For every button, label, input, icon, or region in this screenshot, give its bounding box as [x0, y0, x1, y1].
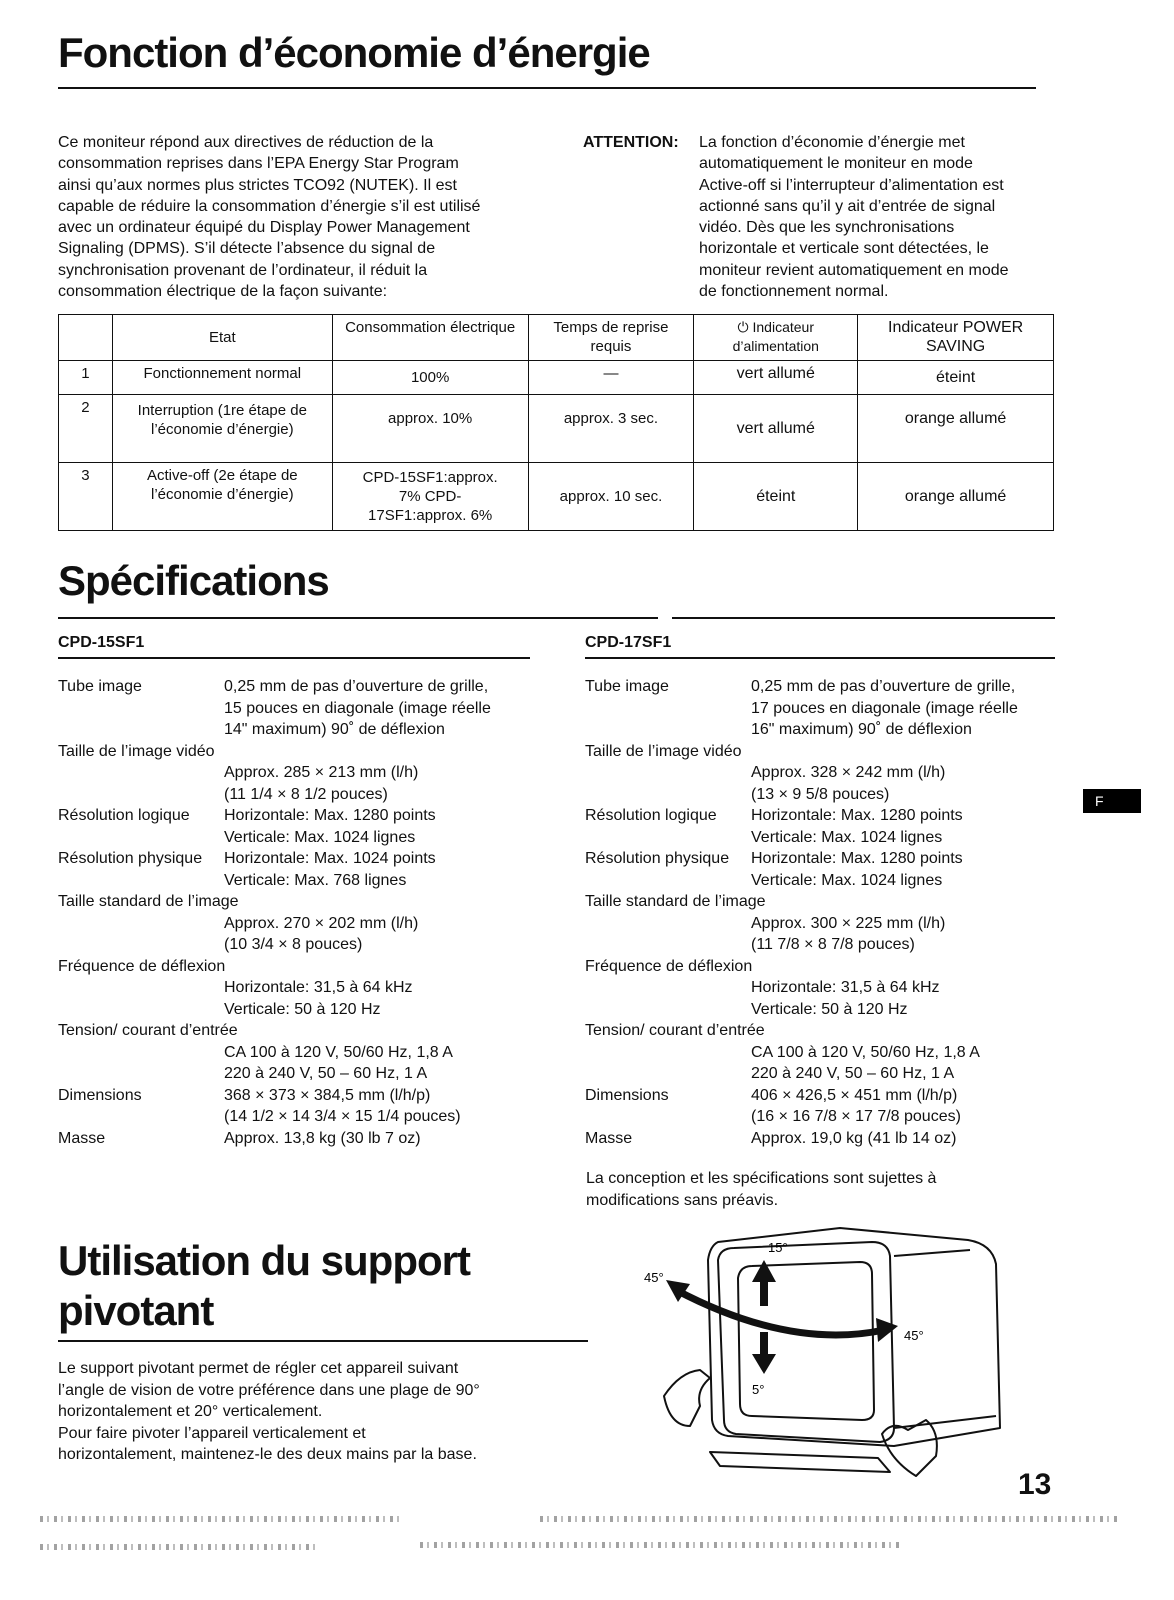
spec-label: Fréquence de déflexion	[585, 957, 753, 975]
spec-value: CA 100 à 120 V, 50/60 Hz, 1,8 A	[751, 1043, 980, 1061]
spec-value: Verticale: 50 à 120 Hz	[751, 1000, 908, 1018]
spec-value: Approx. 270 × 202 mm (l/h)	[224, 914, 419, 932]
spec-value: Verticale: Max. 1024 lignes	[751, 828, 943, 846]
hand-left	[664, 1370, 710, 1426]
spec-value: Verticale: Max. 1024 lignes	[224, 828, 416, 846]
spec-value: 406 × 426,5 × 451 mm (l/h/p)	[751, 1086, 958, 1104]
spec-row	[585, 1106, 1065, 1128]
spec-value: Approx. 300 × 225 mm (l/h)	[751, 914, 946, 932]
spec-note: La conception et les spécifications sont sujettes à modifications sans préavis.	[586, 1170, 937, 1209]
energy-intro: Ce moniteur répond aux directives de réduction de la consommation reprises dans l’EPA Energy Star Program ainsi qu’aux normes plus strictes TCO92 (NUTEK). Il est capable de réduire la consommation d’énergie s’il est utilisé avec un ordinateur équipé du Display Power Management Signaling (DPMS). S’il détecte l’absence du signal de synchronisation provenant de l’ordinateur, il réduit la consommation électrique de la façon suivante:	[58, 134, 481, 301]
spec-row	[585, 870, 1065, 892]
spec-row	[58, 1106, 558, 1128]
attention-text: La fonction d’économie d’énergie met automatiquement le moniteur en mode Active-off si l’interrupteur d’alimentation est actionné sans qu’il y ait d’entrée de signal vidéo. Dès que les synchronisations horizontale et verticale sont détectées, le moniteur revient automatiquement en mode de fonctionnement normal.	[699, 134, 1009, 301]
spec-row	[58, 698, 558, 720]
spec-value: (16 × 16 7/8 × 17 7/8 pouces)	[751, 1108, 961, 1125]
spec-value: 220 à 240 V, 50 – 60 Hz, 1 A	[751, 1065, 955, 1082]
spec-value: Horizontale: 31,5 à 64 kHz	[751, 979, 940, 996]
table-header: Etat	[112, 315, 332, 361]
stand-rule	[58, 1340, 588, 1342]
spec-value: Horizontale: Max. 1280 points	[751, 807, 963, 824]
spec-row	[58, 891, 558, 913]
page-number: 13	[1018, 1468, 1052, 1501]
scan-noise	[540, 1516, 1120, 1522]
scan-noise	[40, 1516, 400, 1522]
spec-row	[58, 1042, 558, 1064]
model-title-15: CPD-15SF1	[58, 634, 145, 651]
spec-value: 220 à 240 V, 50 – 60 Hz, 1 A	[224, 1065, 428, 1082]
table-header: ⏻ Indicateur d’alimentation	[694, 315, 858, 361]
section-title-stand: Utilisation du support pivotant	[58, 1237, 470, 1334]
model-rule-17	[585, 657, 1055, 659]
monitor-front	[718, 1242, 894, 1442]
spec-row	[585, 741, 1065, 763]
table-header-row	[59, 315, 1054, 361]
scan-noise	[420, 1542, 900, 1548]
table-header: Consommation électrique	[332, 315, 528, 361]
spec-row	[58, 762, 558, 784]
spec-label: Masse	[58, 1129, 106, 1147]
spec-label: Tension/ courant d’entrée	[58, 1022, 238, 1039]
spec-value: (10 3/4 × 8 pouces)	[224, 936, 363, 953]
swivel-arrow	[676, 1290, 884, 1335]
specs-rule-left	[58, 617, 658, 619]
spec-row	[58, 870, 558, 892]
spec-row	[58, 805, 558, 827]
spec-value: 368 × 373 × 384,5 mm (l/h/p)	[224, 1086, 431, 1104]
spec-row	[585, 977, 1065, 999]
spec-row	[58, 934, 558, 956]
angle-left-label: 45°	[644, 1270, 664, 1285]
spec-row	[585, 956, 1065, 978]
table-header	[59, 315, 113, 361]
spec-list-17	[585, 676, 1065, 1149]
hand-right	[882, 1420, 937, 1476]
spec-label: Résolution physique	[58, 850, 203, 867]
spec-value: (14 1/2 × 14 3/4 × 15 1/4 pouces)	[224, 1108, 461, 1125]
spec-row	[58, 1128, 558, 1150]
spec-label: Dimensions	[585, 1086, 669, 1104]
spec-label: Masse	[585, 1129, 633, 1147]
spec-label: Dimensions	[58, 1086, 142, 1104]
spec-row	[58, 977, 558, 999]
table-header: Temps de reprise requis	[528, 315, 694, 361]
model-rule-15	[58, 657, 530, 659]
attention-label: ATTENTION:	[583, 134, 679, 151]
spec-row	[58, 1085, 558, 1107]
spec-label: Résolution logique	[585, 807, 717, 824]
scan-noise	[40, 1544, 320, 1550]
angle-up-label: 15°	[768, 1240, 788, 1255]
spec-label: Taille standard de l’image	[58, 893, 239, 910]
spec-label: Tube image	[585, 678, 669, 695]
spec-value: 0,25 mm de pas d’ouverture de grille,	[224, 678, 489, 695]
spec-value: 14" maximum) 90˚ de déflexion	[224, 721, 445, 738]
spec-row	[58, 1063, 558, 1085]
spec-row	[585, 891, 1065, 913]
spec-value: (13 × 9 5/8 pouces)	[751, 785, 890, 803]
angle-right-label: 45°	[904, 1328, 924, 1343]
spec-row	[58, 956, 558, 978]
spec-value: 0,25 mm de pas d’ouverture de grille,	[751, 678, 1016, 695]
spec-value: Approx. 328 × 242 mm (l/h)	[751, 764, 946, 781]
spec-value: 15 pouces en diagonale (image réelle	[224, 699, 491, 717]
spec-value: Approx. 285 × 213 mm (l/h)	[224, 764, 419, 781]
spec-row	[585, 762, 1065, 784]
spec-label: Résolution logique	[58, 807, 190, 824]
spec-value: Verticale: 50 à 120 Hz	[224, 1000, 381, 1018]
table-header: Indicateur POWER SAVING	[858, 315, 1054, 361]
spec-row	[585, 784, 1065, 806]
spec-row	[585, 1085, 1065, 1107]
spec-value: Horizontale: 31,5 à 64 kHz	[224, 979, 413, 996]
monitor-swivel-illustration	[640, 1220, 1060, 1480]
angle-down-label: 5°	[752, 1382, 765, 1397]
section-title-energy: Fonction d’économie d’énergie	[58, 29, 650, 76]
spec-row	[585, 934, 1065, 956]
spec-row	[58, 827, 558, 849]
spec-value: (11 1/4 × 8 1/2 pouces)	[224, 785, 388, 803]
spec-label: Fréquence de déflexion	[58, 957, 226, 975]
spec-list-15	[58, 676, 558, 1149]
table-row: 1 Fonctionnement normal 100% — vert allumé éteint	[59, 361, 1054, 395]
spec-row	[585, 848, 1065, 870]
spec-label: Tension/ courant d’entrée	[585, 1022, 765, 1039]
spec-row	[58, 1020, 558, 1042]
table-row: 3 Active-off (2e étape de l’économie d’énergie) CPD-15SF1:approx. 7% CPD-17SF1:approx. 6% approx. 10 sec. éteint orange allumé	[59, 463, 1054, 531]
table-row: 2 Interruption (1re étape de l’économie d’énergie) approx. 10% approx. 3 sec. vert allumé orange allumé	[59, 395, 1054, 463]
spec-value: (11 7/8 × 8 7/8 pouces)	[751, 936, 915, 953]
spec-value: CA 100 à 120 V, 50/60 Hz, 1,8 A	[224, 1043, 453, 1061]
tilt-arrow-down	[752, 1332, 776, 1374]
spec-value: Approx. 13,8 kg (30 lb 7 oz)	[224, 1129, 421, 1147]
spec-row	[58, 719, 558, 741]
specs-rule-right	[672, 617, 1055, 619]
spec-value: Approx. 19,0 kg (41 lb 14 oz)	[751, 1129, 957, 1147]
spec-row	[585, 805, 1065, 827]
spec-value: Verticale: Max. 1024 lignes	[751, 871, 943, 889]
spec-row	[585, 913, 1065, 935]
spec-row	[585, 1128, 1065, 1150]
spec-row	[58, 784, 558, 806]
spec-value: Horizontale: Max. 1280 points	[224, 807, 436, 824]
spec-row	[585, 827, 1065, 849]
spec-row	[585, 719, 1065, 741]
stand-body: Le support pivotant permet de régler cet appareil suivant l’angle de vision de votre préférence dans une plage de 90° horizontalement et 20° verticalement. Pour faire pivoter l’appareil verticalement et horizontalement, maintenez-le des deux mains par la base.	[58, 1360, 480, 1463]
spec-row	[58, 741, 558, 763]
spec-label: Taille de l’image vidéo	[585, 742, 742, 760]
spec-value: 16" maximum) 90˚ de déflexion	[751, 721, 972, 738]
spec-label: Taille standard de l’image	[585, 893, 766, 910]
spec-row	[585, 999, 1065, 1021]
spec-row	[58, 913, 558, 935]
swivel-arrow-head-right	[876, 1318, 898, 1342]
spec-value: Horizontale: Max. 1024 points	[224, 850, 436, 867]
language-tab: F	[1083, 789, 1141, 813]
spec-row	[585, 698, 1065, 720]
spec-value: 17 pouces en diagonale (image réelle	[751, 699, 1018, 717]
power-saving-table	[58, 314, 1054, 531]
spec-label: Tube image	[58, 678, 142, 695]
spec-row	[58, 999, 558, 1021]
spec-label: Résolution physique	[585, 850, 730, 867]
spec-row	[585, 1042, 1065, 1064]
spec-value: Verticale: Max. 768 lignes	[224, 871, 407, 889]
title-rule	[58, 87, 1036, 89]
spec-row	[585, 1020, 1065, 1042]
section-title-specs: Spécifications	[58, 557, 329, 604]
model-title-17: CPD-17SF1	[585, 634, 672, 651]
spec-row	[58, 848, 558, 870]
spec-label: Taille de l’image vidéo	[58, 742, 215, 760]
spec-row	[585, 1063, 1065, 1085]
spec-row	[58, 676, 558, 698]
spec-row	[585, 676, 1065, 698]
tilt-arrow-up	[752, 1260, 776, 1306]
spec-value: Horizontale: Max. 1280 points	[751, 850, 963, 867]
monitor-base	[710, 1452, 890, 1472]
